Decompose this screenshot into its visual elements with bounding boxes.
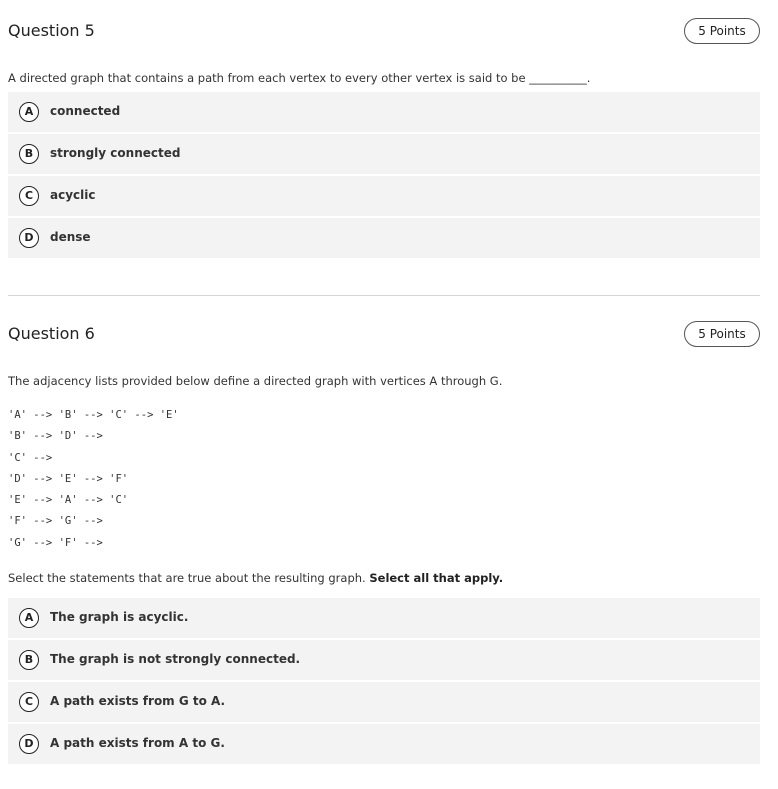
option-text: The graph is not strongly connected. (50, 651, 301, 666)
option-letter-badge: B (19, 650, 39, 670)
question-6-options (8, 598, 760, 764)
option-letter-badge: A (19, 608, 39, 628)
option-text: A path exists from A to G. (50, 735, 225, 750)
option-letter-badge: C (19, 186, 39, 206)
option-text: dense (50, 230, 91, 244)
question-5-options (8, 92, 760, 258)
adjacency-line-d: 'D' --> 'E' --> 'F' (8, 472, 129, 485)
question-5-option-a[interactable] (8, 92, 760, 132)
select-prompt-emphasis: Select all that apply. (369, 571, 504, 586)
question-6-option-d[interactable] (8, 724, 760, 764)
select-prompt-text: Select the statements that are true about the resulting graph. (8, 571, 366, 586)
question-6-header (8, 321, 760, 351)
option-letter-badge: C (19, 692, 39, 712)
adjacency-line-c: 'C' --> (8, 451, 53, 464)
adjacency-line-e: 'E' --> 'A' --> 'C' (8, 494, 129, 507)
question-5-title: Question 5 (8, 21, 95, 40)
option-letter-badge: D (19, 228, 39, 248)
adjacency-list (8, 405, 760, 554)
option-text: A path exists from G to A. (50, 693, 226, 708)
question-6-title: Question 6 (8, 324, 95, 343)
question-5 (8, 18, 760, 260)
question-5-option-c[interactable] (8, 176, 760, 216)
question-6-option-b[interactable] (8, 640, 760, 680)
option-text: acyclic (50, 188, 96, 202)
question-5-option-b[interactable] (8, 134, 760, 174)
question-5-option-d[interactable] (8, 218, 760, 258)
option-text: The graph is acyclic. (50, 609, 189, 624)
option-text: connected (50, 104, 121, 118)
adjacency-line-b: 'B' --> 'D' --> (8, 430, 103, 443)
adjacency-line-f: 'F' --> 'G' --> (8, 515, 103, 528)
question-6-points-badge: 5 Points (684, 321, 760, 347)
question-6-prompt: The adjacency lists provided below define a directed graph with vertices A through G. (8, 374, 503, 388)
adjacency-line-a: 'A' --> 'B' --> 'C' --> 'E' (8, 409, 179, 421)
question-6 (8, 321, 760, 766)
option-letter-badge: A (19, 102, 39, 122)
question-5-prompt: A directed graph that contains a path from each vertex to every other vertex is said to be __________. (8, 71, 591, 85)
question-5-header (8, 18, 760, 48)
question-6-option-a[interactable] (8, 598, 760, 638)
option-text: strongly connected (50, 146, 181, 160)
option-letter-badge: D (19, 734, 39, 754)
question-6-option-c[interactable] (8, 682, 760, 722)
adjacency-line-g: 'G' --> 'F' --> (8, 536, 103, 549)
question-divider (8, 295, 760, 296)
option-letter-badge: B (19, 144, 39, 164)
question-6-select-prompt (8, 570, 760, 586)
question-5-points-badge: 5 Points (684, 18, 760, 44)
